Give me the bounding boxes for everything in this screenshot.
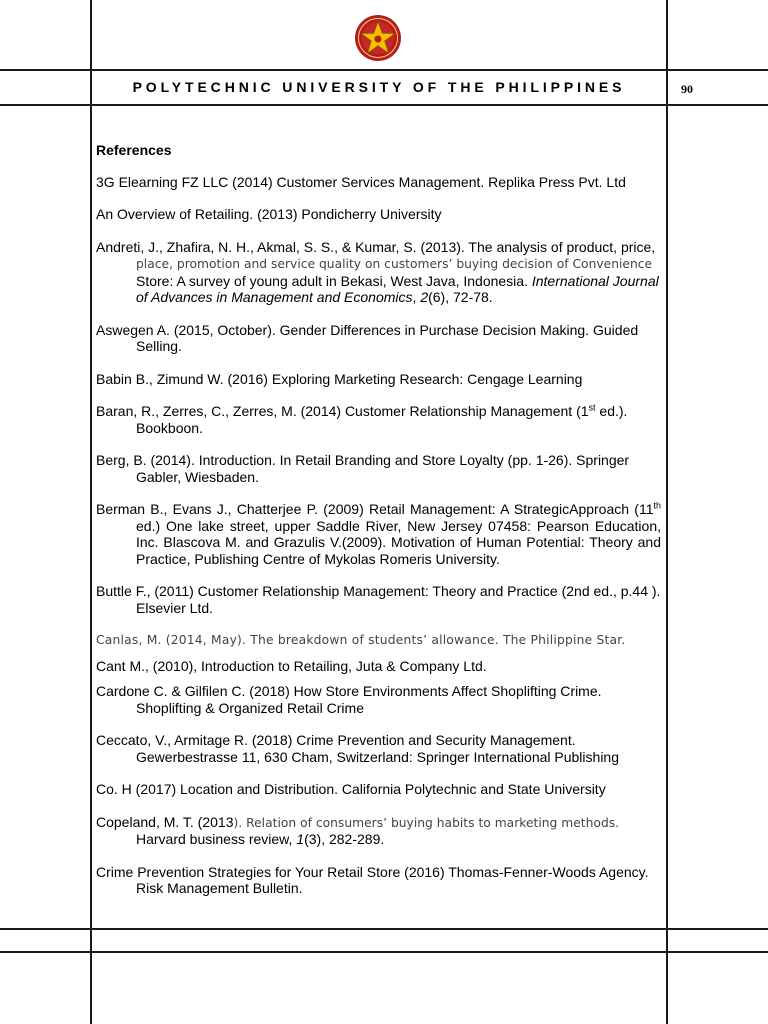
reference-text: Harvard business review, bbox=[136, 831, 297, 847]
page-number: 90 bbox=[681, 82, 693, 96]
reference-entry: Co. H (2017) Location and Distribution. California Polytechnic and State University bbox=[96, 781, 606, 797]
superscript: st bbox=[588, 402, 596, 413]
reference-text: (6), 72-78. bbox=[428, 289, 493, 305]
references-section bbox=[96, 140, 661, 913]
reference-entry: Cant M., (2010), Introduction to Retailing, Juta & Company Ltd. bbox=[96, 657, 487, 674]
right-margin-line bbox=[666, 0, 668, 1024]
university-seal-icon bbox=[354, 14, 402, 62]
reference-text: Store: A survey of young adult in Bekasi, West Java, Indonesia. bbox=[136, 272, 532, 289]
reference-entry: Aswegen A. (2015, October). Gender Differences in Purchase Decision Making. Guided Selling. bbox=[96, 321, 639, 354]
reference-entry: Cardone C. & Gilfilen C. (2018) How Store Environments Affect Shoplifting Crime. Shoplifting & Organized Retail Crime bbox=[96, 683, 602, 716]
reference-entry: Berg, B. (2014). Introduction. In Retail Branding and Store Loyalty (pp. 1-26). Springer Gabler, Wiesbaden. bbox=[96, 452, 630, 485]
reference-entry: Ceccato, V., Armitage R. (2018) Crime Prevention and Security Management. Gewerbestrasse 11, 630 Cham, Switzerland: Springer International Publishing bbox=[96, 732, 619, 765]
reference-entry: Canlas, M. (2014, May). The breakdown of students’ allowance. The Philippine Star. bbox=[96, 633, 626, 647]
reference-entry bbox=[96, 239, 661, 306]
references-heading: References bbox=[96, 142, 172, 158]
reference-text: Copeland, M. T. (2013 bbox=[96, 813, 234, 830]
reference-text: ed.) One lake street, upper Saddle River, New Jersey 07458: Pearson Education, Inc. Blascova M. and Grazulis V.(2009). Motivation of Human Potential: Theory and Practice, Publishing Centre of Mykolas Romeris University. bbox=[136, 517, 661, 567]
reference-text: ). Relation of consumers’ buying habits to marketing methods. bbox=[233, 815, 620, 830]
reference-text: ed.). Bookboon. bbox=[136, 403, 628, 436]
reference-text: Berman B., Evans J., Chatterjee P. (2009) Retail Management: A StrategicApproach (11 bbox=[96, 501, 654, 517]
footer-top-rule bbox=[0, 928, 768, 930]
reference-entry bbox=[96, 403, 661, 436]
reference-entry: Babin B., Zimund W. (2016) Exploring Marketing Research: Cengage Learning bbox=[96, 370, 583, 387]
reference-text: , bbox=[412, 289, 421, 305]
reference-text: Baran, R., Zerres, C., Zerres, M. (2014) Customer Relationship Management (1 bbox=[96, 403, 589, 419]
superscript: th bbox=[653, 500, 661, 511]
header-bottom-rule bbox=[0, 104, 768, 106]
reference-entry: An Overview of Retailing. (2013) Pondicherry University bbox=[96, 206, 442, 222]
journal-volume: 2 bbox=[420, 289, 429, 305]
reference-entry: Buttle F., (2011) Customer Relationship Management: Theory and Practice (2nd ed., p.44 ). Elsevier Ltd. bbox=[96, 583, 661, 616]
footer-bottom-rule bbox=[0, 951, 768, 953]
reference-entry: Crime Prevention Strategies for Your Retail Store (2016) Thomas-Fenner-Woods Agency. Risk Management Bulletin. bbox=[96, 863, 649, 896]
reference-text: Andreti, J., Zhafira, N. H., Akmal, S. S., & Kumar, S. (2013). The analysis of product, price, bbox=[96, 238, 656, 255]
journal-volume: 1 bbox=[296, 831, 305, 847]
left-margin-line bbox=[90, 0, 92, 1024]
reference-text: (3), 282-289. bbox=[304, 831, 385, 847]
reference-entry bbox=[96, 814, 661, 848]
university-title: POLYTECHNIC UNIVERSITY OF THE PHILIPPINES bbox=[132, 79, 626, 95]
reference-entry bbox=[96, 501, 661, 567]
reference-entry: 3G Elearning FZ LLC (2014) Customer Services Management. Replika Press Pvt. Ltd bbox=[96, 173, 626, 190]
journal-title: International Journal of Advances in Management and Economics bbox=[136, 272, 659, 305]
header-top-rule bbox=[0, 69, 768, 71]
reference-text: place, promotion and service quality on customers’ buying decision of Convenience bbox=[136, 257, 653, 271]
